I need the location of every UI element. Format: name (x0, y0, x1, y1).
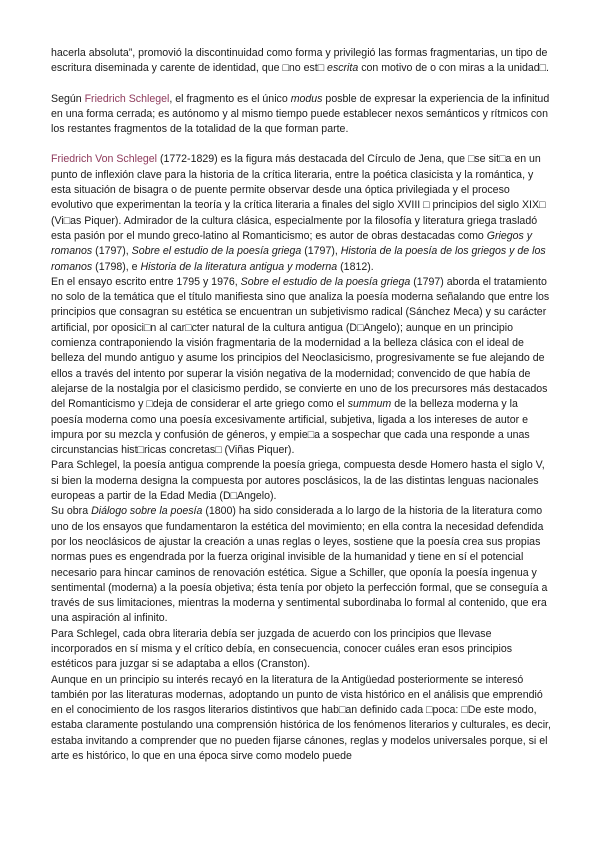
paragraph (51, 673, 551, 765)
italic-title-text: summum (347, 398, 392, 411)
body-text: (1797), (92, 245, 132, 258)
body-text: Para Schlegel, la poesía antigua comprende la poesía griega, compuesta desde Homero hasta el siglo V, si bien la moderna designa la compuesta por autores posclásicos, la de las distintas lenguas nacionales europeas a partir de la Edad Media (D□Angelo). (51, 459, 545, 503)
body-text: , el fragmento es el único (169, 92, 291, 105)
body-text: Según (51, 92, 85, 105)
body-text: (1798), e (92, 260, 141, 273)
document-page (51, 46, 551, 764)
body-text: (1797), (301, 245, 341, 258)
body-text: Para Schlegel, cada obra literaria debía ser juzgada de acuerdo con los principios que llevase incorporados en sí misma y el crítico debía, en consecuencia, conocer cuáles eran esos principios estéticos para juzgar si se adaptaba a ellos (Cranston). (51, 627, 513, 671)
italic-title-text: Historia de la literatura antigua y moderna (140, 260, 338, 273)
body-text: con motivo de o con miras a la unidad□. (358, 62, 549, 75)
body-text: hacerla absoluta”, promovió la discontinuidad como forma y privilegió las formas fragmentarias, un tipo de escritura diseminada y carente de identidad, que □no est□ (51, 47, 548, 75)
paragraph (51, 46, 551, 77)
italic-title-text: Sobre el estudio de la poesía griega (131, 245, 302, 258)
body-text: (1800) ha sido considerada a lo largo de la historia de la literatura como uno de los ensayos que fundamentaron la estética del movimiento; en ella contra la necesidad defendida por los neoclásicos de ajustar la creación a unas reglas o leyes, sostiene que la poesía crea sus propias normas pues es engendrada por la fuerza original invisible de la humanidad y tiene en sí el potencial necesario para hincar caminos de renovación estética. Sigue a Schiller, que oponía la poesía ingenua y sentimental (moderna) a la poesía objetiva; ésta tenía por objeto la perfección formal, que se conseguía a través de sus limitaciones, mientras la moderna y sentimental subordinaba lo formal al contenido, que era una aspiración al infinito. (51, 505, 548, 625)
italic-title-text: Sobre el estudio de la poesía griega (240, 275, 411, 288)
italic-title-text: Historia de la poesía de los griegos y de los romanos (51, 245, 546, 273)
italic-title-text: modus (290, 92, 323, 105)
body-text: Su obra (51, 505, 92, 518)
body-text: (1772-1829) es la figura más destacada del Círculo de Jena, que □se sit□a en un punto de inflexión clave para la historia de la crítica literaria, entre la poética clasicista y la romántica, y esta situación de bisagra o de puente permite observar desde una óptica privilegiada y el proceso evolutivo que experimentan la teoría y la crítica literaria a finales del siglo XVIII □ principios del siglo XIX□ (Vi□as Piquer). Admirador de la cultura clásica, especialmente por la filosofía y literatura griega trasladó esta pasión por el mundo greco-latino al Romanticismo; es autor de obras destacadas como (51, 153, 546, 242)
paragraph (51, 92, 551, 138)
paragraph (51, 458, 551, 504)
body-text: (1797) aborda el tratamiento no solo de la temática que el título manifiesta sino que analiza la poesía moderna señalando que entre los principios que consagran su estética se encuentran un subjetivismo radical (Sánchez Meca) y su carácter artificial, por oposici□n al car□cter natural de la cultura antigua (D□Angelo); aunque en un principio comienza contraponiendo la visión fragmentaria de la modernidad a la belleza clásica con el ideal de belleza del mundo antiguo y asume los principios del Neoclasicismo, progresivamente se fue alejando de ellos a través del intento por superar la visión negativa de la modernidad; convencido de que había de alejarse de la nostalgia por el clasicismo perdido, se convierte en uno de los precursores más destacados del Romanticismo y □deja de considerar el arte griego como el (51, 275, 550, 411)
paragraph (51, 275, 551, 459)
author-link[interactable]: Friedrich Schlegel (84, 92, 170, 105)
body-text: (1812). (337, 260, 374, 273)
italic-title-text: Diálogo sobre la poesía (91, 505, 203, 518)
paragraph (51, 627, 551, 673)
body-text: de la belleza moderna y la poesía moderna como una poesía excesivamente artificial, subjetiva, ligada a los intereses de autor e impura por su mezcla y confusión de géneros, y empie□a a sospechar que cada una responde a unas circunstancias hist□ricas concretas□ (Viñas Piquer). (51, 398, 530, 457)
author-link[interactable]: Friedrich Von Schlegel (51, 153, 157, 166)
italic-title-text: escrita (327, 62, 359, 75)
body-text: Aunque en un principio su interés recayó en la literatura de la Antigüedad posteriormente se interesó también por las literaturas modernas, adoptando un punto de vista histórico en el análisis que emprendió en el conocimiento de los rasgos literarios distintivos que hab□an definido cada □poca: □De este modo, estaba claramente postulando una comprensión histórica de los fenómenos literarios y culturales, es decir, estaba invitando a comprender que no pueden fijarse cánones, reglas y modelos universales porque, si el arte es histórico, lo que en una época sirve como modelo puede (51, 673, 551, 763)
paragraph (51, 504, 551, 626)
body-text: posble de expresar la experiencia de la infinitud en una forma cerrada; es autónomo y al mismo tiempo puede establecer nexos semánticos y rítmicos con los restantes fragmentos de la totalidad de la que forman parte. (51, 92, 550, 136)
paragraph (51, 152, 551, 274)
italic-title-text: Griegos y romanos (51, 229, 533, 258)
body-text: En el ensayo escrito entre 1795 y 1976, (51, 275, 241, 288)
